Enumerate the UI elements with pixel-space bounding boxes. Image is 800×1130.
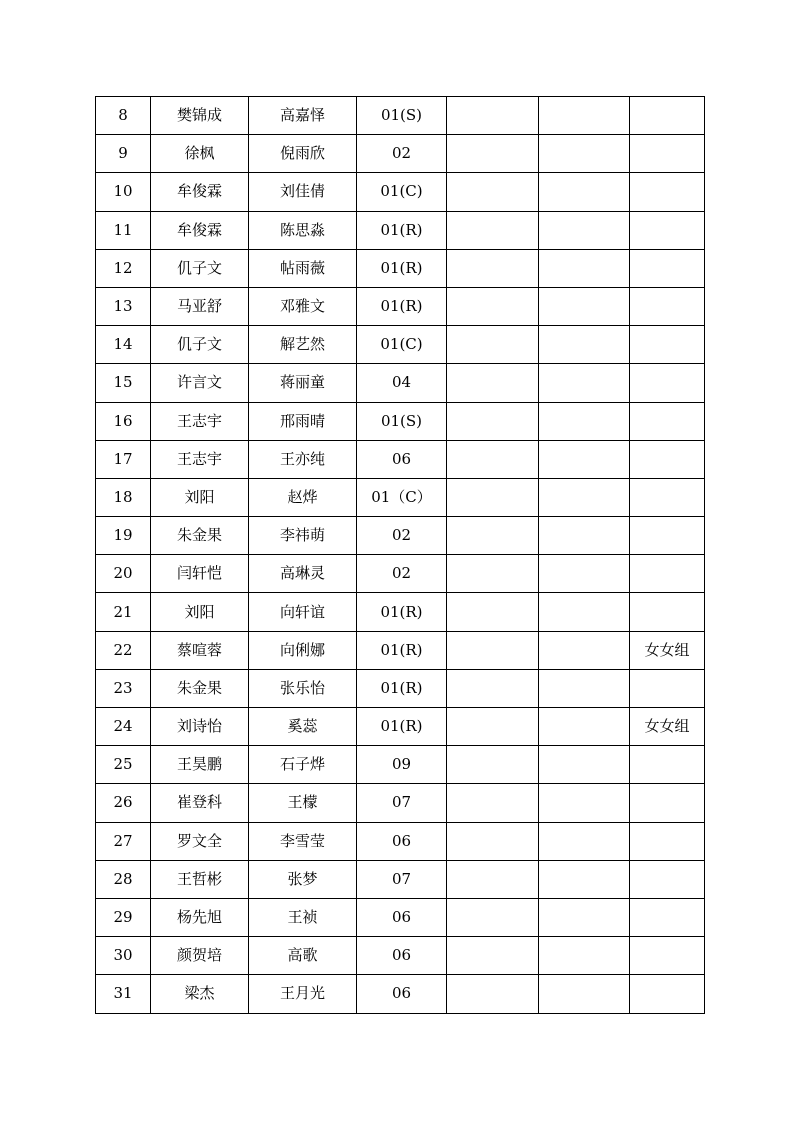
row-number-cell: 21 <box>96 593 151 631</box>
table-row <box>96 784 705 822</box>
table-row <box>96 249 705 287</box>
name-a-cell: 颜贺培 <box>151 937 249 975</box>
note-cell <box>630 784 705 822</box>
blank-cell-5 <box>447 937 539 975</box>
row-number-cell: 16 <box>96 402 151 440</box>
name-b-cell: 王祯 <box>249 898 357 936</box>
blank-cell-6 <box>539 478 630 516</box>
table-row <box>96 478 705 516</box>
note-cell <box>630 249 705 287</box>
row-number-cell: 24 <box>96 708 151 746</box>
blank-cell-6 <box>539 669 630 707</box>
blank-cell-5 <box>447 593 539 631</box>
name-a-cell: 朱金果 <box>151 517 249 555</box>
table-row <box>96 593 705 631</box>
name-a-cell: 王志宇 <box>151 402 249 440</box>
code-cell: 09 <box>357 746 447 784</box>
blank-cell-5 <box>447 975 539 1013</box>
blank-cell-5 <box>447 517 539 555</box>
code-cell: 06 <box>357 937 447 975</box>
code-cell: 07 <box>357 860 447 898</box>
name-a-cell: 马亚舒 <box>151 287 249 325</box>
name-b-cell: 邢雨晴 <box>249 402 357 440</box>
row-number-cell: 25 <box>96 746 151 784</box>
table-row <box>96 517 705 555</box>
blank-cell-5 <box>447 784 539 822</box>
name-a-cell: 徐枫 <box>151 135 249 173</box>
table-row <box>96 860 705 898</box>
table-row <box>96 287 705 325</box>
blank-cell-6 <box>539 708 630 746</box>
name-a-cell: 王昊鹏 <box>151 746 249 784</box>
name-b-cell: 高琳灵 <box>249 555 357 593</box>
row-number-cell: 9 <box>96 135 151 173</box>
blank-cell-5 <box>447 135 539 173</box>
row-number-cell: 20 <box>96 555 151 593</box>
row-number-cell: 8 <box>96 97 151 135</box>
table-row <box>96 364 705 402</box>
note-cell <box>630 517 705 555</box>
row-number-cell: 28 <box>96 860 151 898</box>
blank-cell-6 <box>539 937 630 975</box>
row-number-cell: 12 <box>96 249 151 287</box>
blank-cell-5 <box>447 631 539 669</box>
note-cell <box>630 822 705 860</box>
code-cell: 01（C） <box>357 478 447 516</box>
code-cell: 01(R) <box>357 593 447 631</box>
blank-cell-5 <box>447 287 539 325</box>
name-b-cell: 高歌 <box>249 937 357 975</box>
name-a-cell: 仉子文 <box>151 249 249 287</box>
name-a-cell: 王志宇 <box>151 440 249 478</box>
name-b-cell: 向俐娜 <box>249 631 357 669</box>
table-row <box>96 555 705 593</box>
blank-cell-5 <box>447 326 539 364</box>
blank-cell-5 <box>447 860 539 898</box>
name-b-cell: 蒋丽童 <box>249 364 357 402</box>
code-cell: 01(R) <box>357 249 447 287</box>
name-a-cell: 罗文全 <box>151 822 249 860</box>
table-row <box>96 898 705 936</box>
note-cell <box>630 97 705 135</box>
table-row <box>96 746 705 784</box>
table-row <box>96 822 705 860</box>
blank-cell-6 <box>539 784 630 822</box>
blank-cell-5 <box>447 708 539 746</box>
name-a-cell: 许言文 <box>151 364 249 402</box>
row-number-cell: 22 <box>96 631 151 669</box>
code-cell: 01(S) <box>357 97 447 135</box>
blank-cell-6 <box>539 517 630 555</box>
code-cell: 01(C) <box>357 173 447 211</box>
code-cell: 06 <box>357 822 447 860</box>
note-cell: 女女组 <box>630 631 705 669</box>
note-cell <box>630 287 705 325</box>
name-a-cell: 刘阳 <box>151 593 249 631</box>
row-number-cell: 10 <box>96 173 151 211</box>
blank-cell-6 <box>539 593 630 631</box>
blank-cell-5 <box>447 822 539 860</box>
name-a-cell: 牟俊霖 <box>151 211 249 249</box>
code-cell: 01(R) <box>357 287 447 325</box>
name-b-cell: 张梦 <box>249 860 357 898</box>
name-a-cell: 樊锦成 <box>151 97 249 135</box>
note-cell <box>630 898 705 936</box>
blank-cell-6 <box>539 746 630 784</box>
name-b-cell: 赵烨 <box>249 478 357 516</box>
table-row <box>96 402 705 440</box>
blank-cell-6 <box>539 135 630 173</box>
row-number-cell: 17 <box>96 440 151 478</box>
name-a-cell: 闫轩恺 <box>151 555 249 593</box>
note-cell <box>630 860 705 898</box>
row-number-cell: 18 <box>96 478 151 516</box>
code-cell: 04 <box>357 364 447 402</box>
name-a-cell: 刘诗怡 <box>151 708 249 746</box>
name-b-cell: 李雪莹 <box>249 822 357 860</box>
code-cell: 06 <box>357 975 447 1013</box>
row-number-cell: 13 <box>96 287 151 325</box>
blank-cell-6 <box>539 249 630 287</box>
note-cell <box>630 173 705 211</box>
note-cell <box>630 555 705 593</box>
note-cell <box>630 746 705 784</box>
name-a-cell: 蔡喧蓉 <box>151 631 249 669</box>
blank-cell-6 <box>539 287 630 325</box>
blank-cell-6 <box>539 822 630 860</box>
code-cell: 01(S) <box>357 402 447 440</box>
blank-cell-5 <box>447 402 539 440</box>
blank-cell-5 <box>447 555 539 593</box>
name-a-cell: 崔登科 <box>151 784 249 822</box>
row-number-cell: 31 <box>96 975 151 1013</box>
row-number-cell: 19 <box>96 517 151 555</box>
blank-cell-6 <box>539 440 630 478</box>
code-cell: 06 <box>357 440 447 478</box>
note-cell <box>630 135 705 173</box>
note-cell <box>630 364 705 402</box>
name-b-cell: 陈思淼 <box>249 211 357 249</box>
name-b-cell: 向轩谊 <box>249 593 357 631</box>
note-cell <box>630 402 705 440</box>
note-cell <box>630 937 705 975</box>
blank-cell-5 <box>447 440 539 478</box>
code-cell: 01(R) <box>357 631 447 669</box>
row-number-cell: 26 <box>96 784 151 822</box>
name-b-cell: 王檬 <box>249 784 357 822</box>
code-cell: 06 <box>357 898 447 936</box>
row-number-cell: 14 <box>96 326 151 364</box>
name-b-cell: 倪雨欣 <box>249 135 357 173</box>
name-a-cell: 仉子文 <box>151 326 249 364</box>
row-number-cell: 30 <box>96 937 151 975</box>
blank-cell-5 <box>447 211 539 249</box>
table-row <box>96 440 705 478</box>
roster-table-body <box>96 97 705 1014</box>
name-b-cell: 王月光 <box>249 975 357 1013</box>
note-cell <box>630 669 705 707</box>
blank-cell-5 <box>447 898 539 936</box>
name-a-cell: 朱金果 <box>151 669 249 707</box>
name-b-cell: 解艺然 <box>249 326 357 364</box>
name-b-cell: 高嘉怿 <box>249 97 357 135</box>
blank-cell-6 <box>539 975 630 1013</box>
blank-cell-5 <box>447 364 539 402</box>
table-row <box>96 975 705 1013</box>
table-row <box>96 97 705 135</box>
code-cell: 01(R) <box>357 211 447 249</box>
code-cell: 02 <box>357 517 447 555</box>
blank-cell-6 <box>539 211 630 249</box>
blank-cell-6 <box>539 555 630 593</box>
blank-cell-6 <box>539 631 630 669</box>
blank-cell-5 <box>447 478 539 516</box>
name-a-cell: 牟俊霖 <box>151 173 249 211</box>
blank-cell-5 <box>447 249 539 287</box>
table-row <box>96 135 705 173</box>
name-b-cell: 李祎萌 <box>249 517 357 555</box>
name-b-cell: 帖雨薇 <box>249 249 357 287</box>
code-cell: 07 <box>357 784 447 822</box>
table-row <box>96 669 705 707</box>
blank-cell-5 <box>447 97 539 135</box>
blank-cell-6 <box>539 173 630 211</box>
name-b-cell: 奚蕊 <box>249 708 357 746</box>
blank-cell-6 <box>539 898 630 936</box>
blank-cell-6 <box>539 364 630 402</box>
table-row <box>96 211 705 249</box>
name-a-cell: 杨先旭 <box>151 898 249 936</box>
note-cell <box>630 211 705 249</box>
table-row <box>96 937 705 975</box>
name-b-cell: 石子烨 <box>249 746 357 784</box>
name-b-cell: 刘佳倩 <box>249 173 357 211</box>
note-cell <box>630 593 705 631</box>
note-cell: 女女组 <box>630 708 705 746</box>
row-number-cell: 29 <box>96 898 151 936</box>
blank-cell-6 <box>539 97 630 135</box>
code-cell: 01(R) <box>357 708 447 746</box>
name-b-cell: 邓雅文 <box>249 287 357 325</box>
table-row <box>96 326 705 364</box>
blank-cell-6 <box>539 326 630 364</box>
row-number-cell: 23 <box>96 669 151 707</box>
note-cell <box>630 440 705 478</box>
name-b-cell: 王亦纯 <box>249 440 357 478</box>
name-a-cell: 刘阳 <box>151 478 249 516</box>
code-cell: 01(C) <box>357 326 447 364</box>
name-b-cell: 张乐怡 <box>249 669 357 707</box>
code-cell: 02 <box>357 135 447 173</box>
note-cell <box>630 326 705 364</box>
note-cell <box>630 478 705 516</box>
note-cell <box>630 975 705 1013</box>
row-number-cell: 15 <box>96 364 151 402</box>
roster-table <box>95 96 705 1014</box>
table-row <box>96 708 705 746</box>
row-number-cell: 11 <box>96 211 151 249</box>
blank-cell-6 <box>539 860 630 898</box>
name-a-cell: 王哲彬 <box>151 860 249 898</box>
blank-cell-6 <box>539 402 630 440</box>
row-number-cell: 27 <box>96 822 151 860</box>
blank-cell-5 <box>447 173 539 211</box>
name-a-cell: 梁杰 <box>151 975 249 1013</box>
code-cell: 02 <box>357 555 447 593</box>
blank-cell-5 <box>447 669 539 707</box>
table-row <box>96 631 705 669</box>
code-cell: 01(R) <box>357 669 447 707</box>
table-row <box>96 173 705 211</box>
blank-cell-5 <box>447 746 539 784</box>
